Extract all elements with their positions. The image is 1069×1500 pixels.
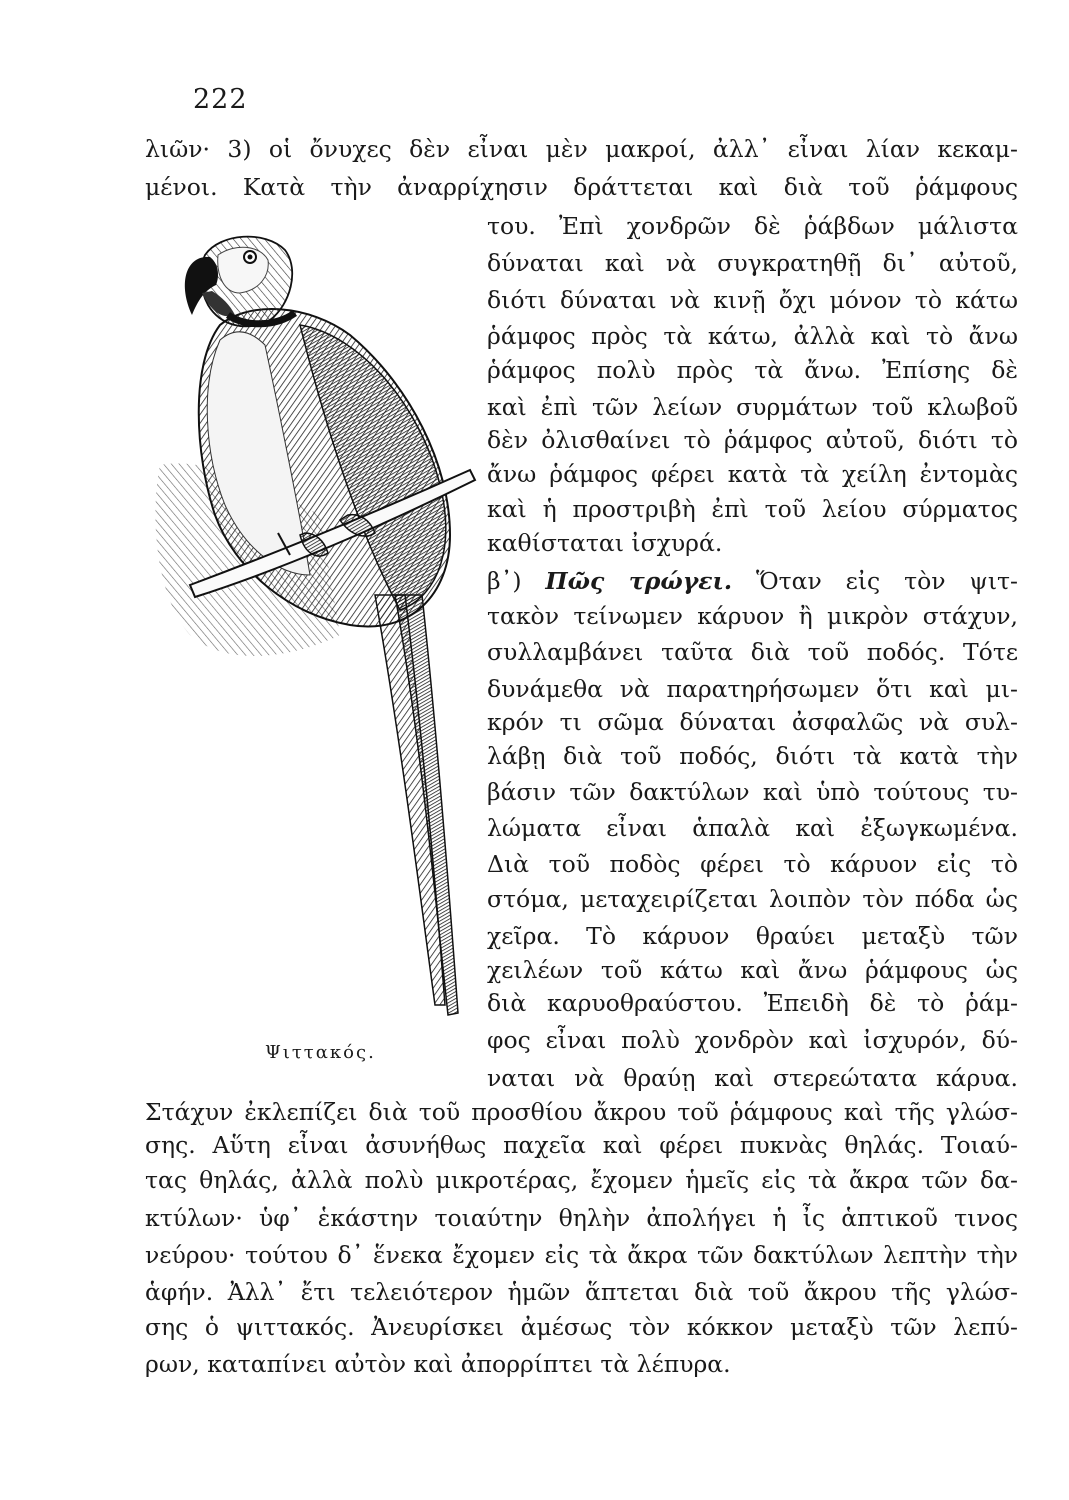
text-line-21: στόμα, μεταχειρίζεται λοιπὸν τὸν πόδα ὡς <box>487 885 1018 913</box>
section-marker: β᾽) <box>487 567 522 595</box>
section-heading: Πῶς τρώγει. <box>545 567 733 595</box>
text-line-13: τακὸν τείνωμεν κάρυον ἢ μικρὸν στάχυν, <box>487 602 1018 630</box>
text-line-2: μένοι. Κατὰ τὴν ἀναρρίχησιν δράττεται καὶ διὰ τοῦ ῥάμφους <box>145 173 1018 201</box>
text-line-24: διὰ καρυοθραύστου. Ἐπειδὴ δὲ τὸ ῥάμ- <box>487 989 1018 1017</box>
text-line-8: καὶ ἐπὶ τῶν λείων συρμάτων τοῦ κλωβοῦ <box>487 393 1018 421</box>
text-line-14: συλλαμβάνει ταῦτα διὰ τοῦ ποδός. Τότε <box>487 638 1018 666</box>
text-line-16: κρόν τι σῶμα δύναται ἀσφαλῶς νὰ συλ- <box>487 708 1018 736</box>
text-line-22: χεῖρα. Τὸ κάρυον θραύει μεταξὺ τῶν <box>487 922 1018 950</box>
text-line-5: διότι δύναται νὰ κινῇ ὄχι μόνον τὸ κάτω <box>487 286 1018 314</box>
text-line-32: ἁφήν. Ἀλλ᾽ ἔτι τελειότερον ἡμῶν ἅπτεται διὰ τοῦ ἄκρου τῆς γλώσ- <box>145 1278 1018 1306</box>
text-line-9: δὲν ὀλισθαίνει τὸ ῥάμφος αὐτοῦ, διότι τὸ <box>487 426 1018 454</box>
text-line-20: Διὰ τοῦ ποδὸς φέρει τὸ κάρυον εἰς τὸ <box>487 850 1018 878</box>
text-line-33: σης ὁ ψιττακός. Ἀνευρίσκει ἀμέσως τὸν κόκκον μεταξὺ τῶν λεπύ- <box>145 1313 1018 1341</box>
text-line-17: λάβῃ διὰ τοῦ ποδός, διότι τὰ κατὰ τὴν <box>487 742 1018 770</box>
text-line-30: κτύλων· ὑφ᾽ ἑκάστην τοιαύτην θηλὴν ἀπολήγει ἡ ἶς ἁπτικοῦ τινος <box>145 1204 1018 1232</box>
text-line-28: σης. Αὕτη εἶναι ἀσυνήθως παχεῖα καὶ φέρει πυκνὰς θηλάς. Τοιαύ- <box>145 1131 1018 1159</box>
text-line-25: φος εἶναι πολὺ χονδρὸν καὶ ἰσχυρόν, δύ- <box>487 1026 1018 1054</box>
text-line-26: ναται νὰ θραύῃ καὶ στερεώτατα κάρυα. <box>487 1064 1018 1092</box>
text-line-27: Στάχυν ἐκλεπίζει διὰ τοῦ προσθίου ἄκρου τοῦ ῥάμφους καὶ τῆς γλώσ- <box>145 1098 1018 1126</box>
text-line-12: καθίσταται ἰσχυρά. <box>487 529 723 557</box>
text-line-34: ρων, καταπίνει αὐτὸν καὶ ἀπορρίπτει τὰ λέπυρα. <box>145 1350 731 1378</box>
parrot-illustration <box>150 215 485 1035</box>
text-line-11: καὶ ἡ προστριβὴ ἐπὶ τοῦ λείου σύρματος <box>487 495 1018 523</box>
text-line-18: βάσιν τῶν δακτύλων καὶ ὑπὸ τούτους τυ- <box>487 778 1018 806</box>
text-line-1: λιῶν· 3) οἱ ὄνυχες δὲν εἶναι μὲν μακροί, ἀλλ᾽ εἶναι λίαν κεκαμ- <box>145 135 1018 163</box>
text-line-31: νεύρου· τούτου δ᾽ ἕνεκα ἔχομεν εἰς τὰ ἄκρα τῶν δακτύλων λεπτὴν τὴν <box>145 1241 1018 1269</box>
text-line-7: ῥάμφος πολὺ πρὸς τὰ ἄνω. Ἐπίσης δὲ <box>487 356 1018 384</box>
text-line-3: του. Ἐπὶ χονδρῶν δὲ ῥάβδων μάλιστα <box>487 212 1018 240</box>
text-line-19: λώματα εἶναι ἁπαλὰ καὶ ἐξωγκωμένα. <box>487 814 1018 842</box>
text-line-29: τας θηλάς, ἀλλὰ πολὺ μικροτέρας, ἔχομεν ἡμεῖς εἰς τὰ ἄκρα τῶν δα- <box>145 1166 1018 1194</box>
text-line-6: ῥάμφος πρὸς τὰ κάτω, ἀλλὰ καὶ τὸ ἄνω <box>487 322 1018 350</box>
text-line-4: δύναται καὶ νὰ συγκρατηθῇ δι᾽ αὐτοῦ, <box>487 249 1018 277</box>
section-line <box>487 566 1018 596</box>
text-line-10: ἄνω ῥάμφος φέρει κατὰ τὰ χείλη ἐντομὰς <box>487 460 1018 488</box>
text-line-15: δυνάμεθα νὰ παρατηρήσωμεν ὅτι καὶ μι- <box>487 675 1018 703</box>
section-text: Ὅταν εἰς τὸν ψιτ- <box>755 567 1018 595</box>
text-line-23: χειλέων τοῦ κάτω καὶ ἄνω ῥάμφους ὡς <box>487 956 1018 984</box>
illustration-caption: Ψιττακός. <box>265 1042 376 1063</box>
page-number: 222 <box>193 84 248 115</box>
